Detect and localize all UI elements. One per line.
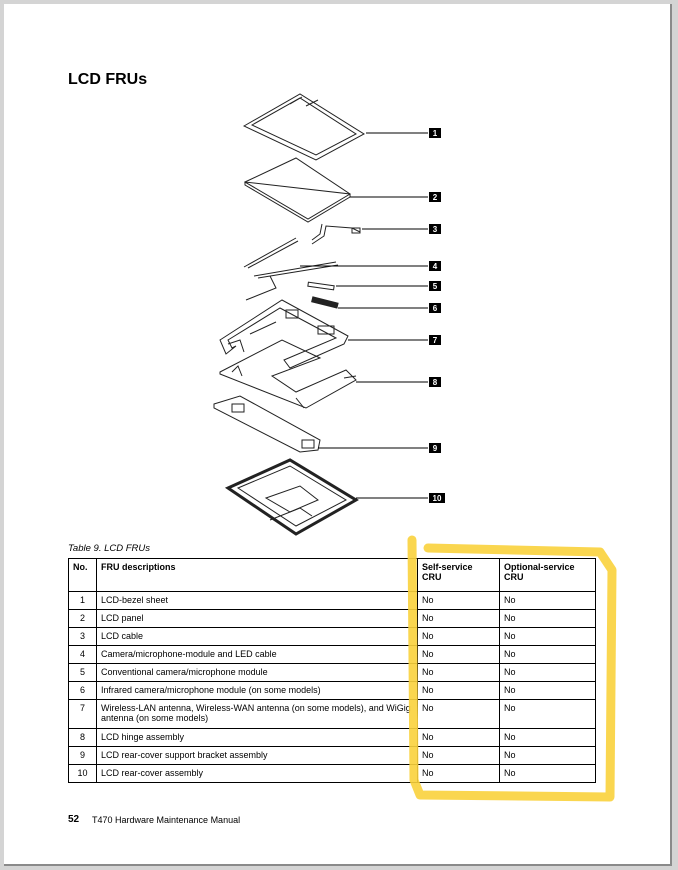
header-no: No. (69, 559, 97, 592)
page-title: LCD FRUs (68, 71, 148, 88)
table-row: 6 Infrared camera/microphone module (on some models) No No (69, 682, 596, 700)
part-lcd-panel (245, 158, 350, 222)
table-row: 9 LCD rear-cover support bracket assembly No No (69, 747, 596, 765)
part-antenna-assembly (220, 300, 348, 368)
callout-markers (429, 128, 445, 503)
part-lcd-hinge-assembly (220, 340, 356, 408)
part-camera-cable (244, 238, 338, 300)
table-row: 2 LCD panel No No (69, 610, 596, 628)
part-lcd-rear-cover (228, 460, 356, 534)
table-row: 10 LCD rear-cover assembly No No (69, 765, 596, 783)
header-self-service: Self-service CRU (418, 559, 500, 592)
svg-text:9: 9 (432, 444, 438, 453)
svg-text:7: 7 (432, 336, 438, 345)
part-lcd-bezel-sheet (244, 94, 364, 160)
svg-text:2: 2 (432, 193, 438, 202)
manual-title: T470 Hardware Maintenance Manual (92, 815, 241, 825)
table-row: 1 LCD-bezel sheet No No (69, 592, 596, 610)
header-desc: FRU descriptions (97, 559, 418, 592)
header-optional-service: Optional-service CRU (500, 559, 596, 592)
svg-text:5: 5 (432, 282, 438, 291)
table-row: 4 Camera/microphone-module and LED cable No No (69, 646, 596, 664)
table-row: 8 LCD hinge assembly No No (69, 729, 596, 747)
fru-table (68, 558, 596, 783)
page-number: 52 (68, 814, 80, 825)
table-row: 5 Conventional camera/microphone module No No (69, 664, 596, 682)
svg-text:6: 6 (432, 304, 438, 313)
part-rear-cover-bracket (214, 396, 320, 452)
svg-text:3: 3 (432, 225, 438, 234)
svg-text:4: 4 (432, 262, 438, 271)
table-row: 7 Wireless-LAN antenna, Wireless-WAN antenna (on some models), and WiGig antenna (on some models) No No (69, 700, 596, 729)
svg-text:8: 8 (432, 378, 438, 387)
svg-text:1: 1 (432, 129, 438, 138)
part-ir-camera-module (312, 297, 338, 308)
part-camera-module (308, 282, 334, 290)
table-caption: Table 9. LCD FRUs (68, 543, 151, 554)
svg-text:10: 10 (432, 494, 442, 503)
table-header-row (69, 559, 596, 592)
table-row: 3 LCD cable No No (69, 628, 596, 646)
part-lcd-cable (312, 224, 360, 244)
